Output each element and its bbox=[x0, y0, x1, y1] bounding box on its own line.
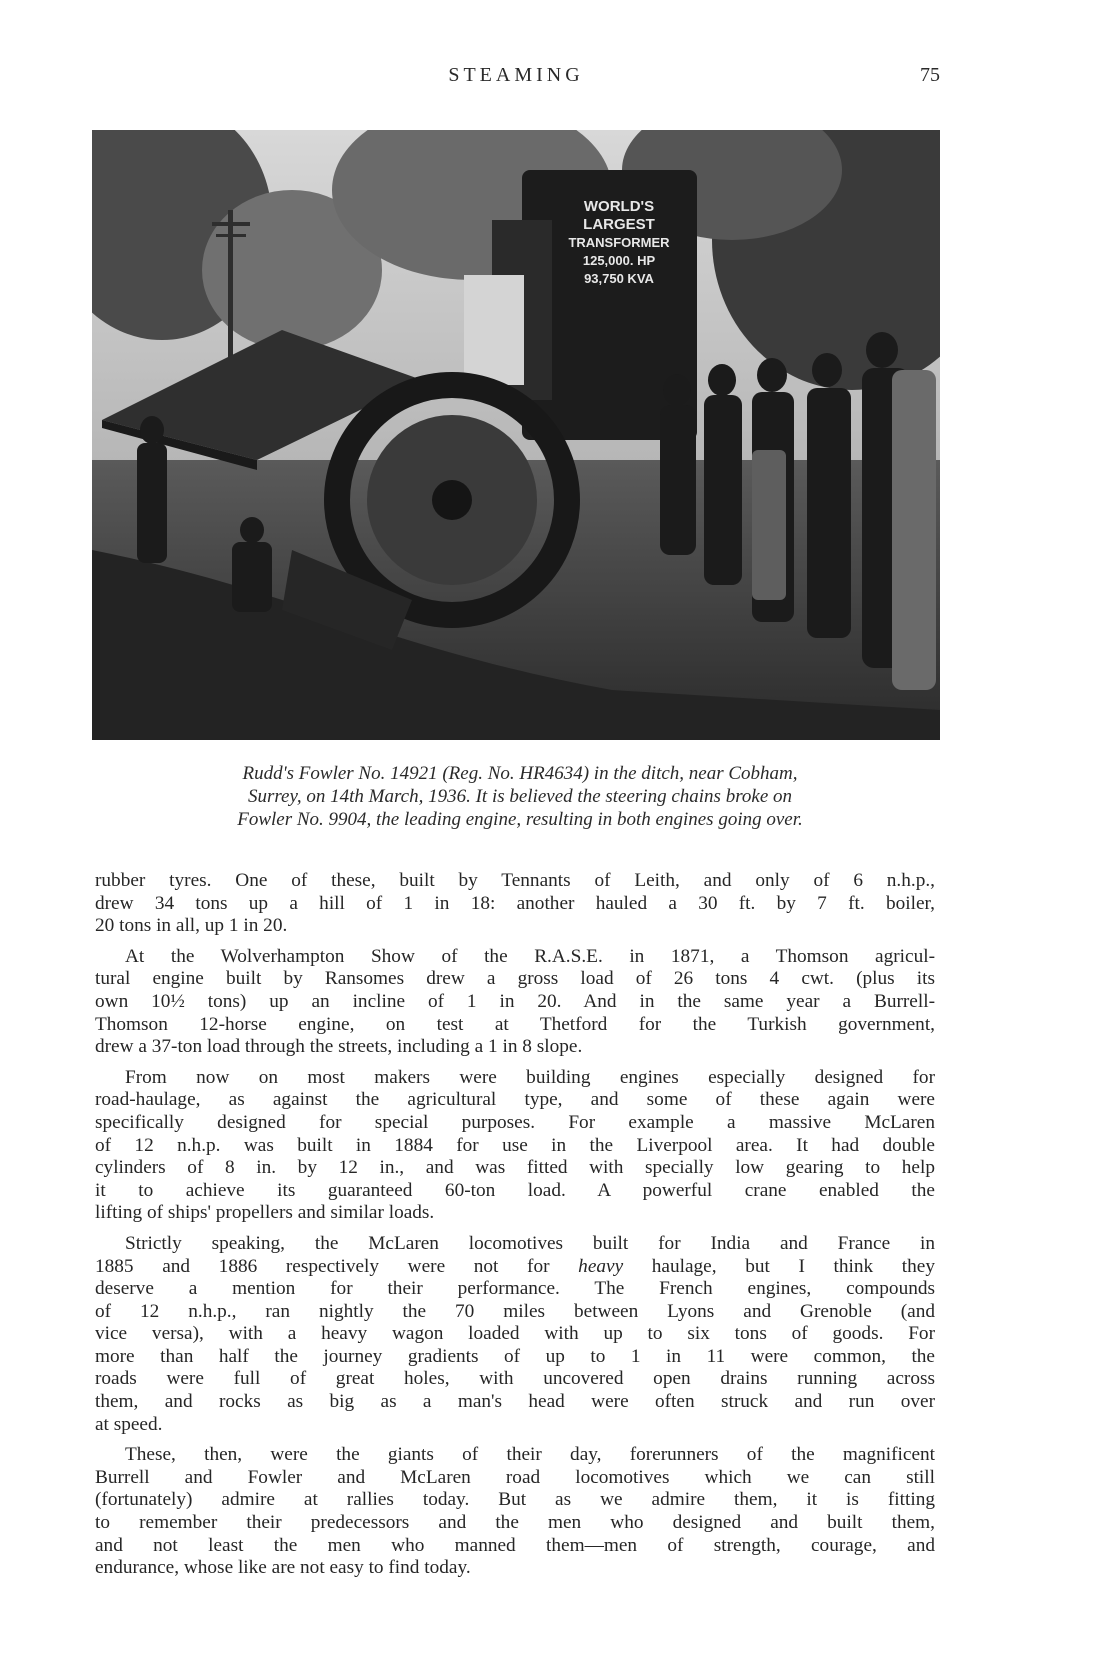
text-line: road-haulage, as against the agricultural type, and some of these again were bbox=[95, 1089, 935, 1111]
text-line: own 10½ tons) up an incline of 1 in 20. And in the same year a Burrell- bbox=[95, 990, 935, 1012]
caption-line: Fowler No. 9904, the leading engine, resulting in both engines going over. bbox=[237, 809, 803, 830]
text-line: roads were full of great holes, with uncovered open drains running across bbox=[95, 1368, 935, 1390]
text-line: (fortunately) admire at rallies today. But as we admire them, it is fitting bbox=[95, 1489, 935, 1511]
paragraph bbox=[95, 946, 935, 1059]
photo-caption bbox=[120, 762, 920, 831]
photograph-overturned-traction-engine bbox=[92, 130, 940, 740]
paragraph bbox=[95, 1444, 935, 1580]
body-text bbox=[95, 870, 935, 1588]
sign-line: TRANSFORMER bbox=[568, 235, 670, 250]
text-line: at speed. bbox=[95, 1413, 163, 1435]
text-line: of 12 n.h.p., ran nightly the 70 miles between Lyons and Grenoble (and bbox=[95, 1300, 935, 1322]
text-line: These, then, were the giants of their day, forerunners of the magnificent bbox=[125, 1444, 935, 1466]
text-line bbox=[95, 1256, 935, 1279]
text-line: of 12 n.h.p. was built in 1884 for use in the Liverpool area. It had double bbox=[95, 1134, 935, 1156]
text-line: specifically designed for special purposes. For example a massive McLaren bbox=[95, 1111, 935, 1133]
text-line: vice versa), with a heavy wagon loaded with up to six tons of goods. For bbox=[95, 1323, 935, 1345]
sign-line: 93,750 KVA bbox=[584, 271, 654, 286]
text-line: deserve a mention for their performance. The French engines, compounds bbox=[95, 1278, 935, 1300]
text-line: tural engine built by Ransomes drew a gross load of 26 tons 4 cwt. (plus its bbox=[95, 968, 935, 990]
running-title: STEAMING bbox=[448, 64, 584, 86]
sign-line: WORLD'S bbox=[583, 198, 655, 215]
text-line: lifting of ships' propellers and similar loads. bbox=[95, 1202, 435, 1224]
text-line: them, and rocks as big as a man's head were often struck and run over bbox=[95, 1391, 935, 1413]
paragraph bbox=[95, 1233, 935, 1436]
text-line: Burrell and Fowler and McLaren road locomotives which we can still bbox=[95, 1466, 935, 1488]
text-line: drew a 37-ton load through the streets, including a 1 in 8 slope. bbox=[95, 1036, 583, 1058]
text-line: At the Wolverhampton Show of the R.A.S.E. in 1871, a Thomson agricul- bbox=[125, 945, 935, 967]
text-line: 20 tons in all, up 1 in 20. bbox=[95, 915, 288, 937]
text-line: Strictly speaking, the McLaren locomotives built for India and France in bbox=[125, 1232, 935, 1254]
page-number: 75 bbox=[920, 64, 940, 86]
paragraph bbox=[95, 1067, 935, 1225]
text-line: cylinders of 8 in. by 12 in., and was fitted with specially low gearing to help bbox=[95, 1157, 935, 1179]
text-line: it to achieve its guaranteed 60-ton load. A powerful crane enabled the bbox=[95, 1179, 935, 1201]
caption-line: Rudd's Fowler No. 14921 (Reg. No. HR4634) in the ditch, near Cobham, bbox=[242, 763, 798, 784]
text-fragment: haulage, but I think they bbox=[623, 1255, 936, 1277]
emphasis-word: heavy bbox=[578, 1255, 624, 1277]
text-line: Thomson 12-horse engine, on test at Thetford for the Turkish government, bbox=[95, 1013, 935, 1035]
text-line: more than half the journey gradients of up to 1 in 11 were common, the bbox=[95, 1345, 935, 1367]
caption-line: Surrey, on 14th March, 1936. It is believed the steering chains broke on bbox=[247, 786, 793, 807]
transformer-sign bbox=[560, 198, 678, 288]
text-line: endurance, whose like are not easy to find today. bbox=[95, 1557, 471, 1579]
text-line: drew 34 tons up a hill of 1 in 18: another hauled a 30 ft. by 7 ft. boiler, bbox=[95, 892, 935, 914]
text-line: and not least the men who manned them—men of strength, courage, and bbox=[95, 1534, 935, 1556]
sign-line: 125,000. HP bbox=[582, 253, 656, 268]
text-fragment: 1885 and 1886 respectively were not for bbox=[95, 1255, 579, 1277]
text-line: From now on most makers were building engines especially designed for bbox=[125, 1066, 935, 1088]
text-line: to remember their predecessors and the men who designed and built them, bbox=[95, 1512, 935, 1534]
paragraph bbox=[95, 870, 935, 938]
text-line: rubber tyres. One of these, built by Tennants of Leith, and only of 6 n.h.p., bbox=[95, 870, 935, 891]
sign-line: LARGEST bbox=[583, 216, 655, 233]
running-header bbox=[92, 64, 940, 94]
